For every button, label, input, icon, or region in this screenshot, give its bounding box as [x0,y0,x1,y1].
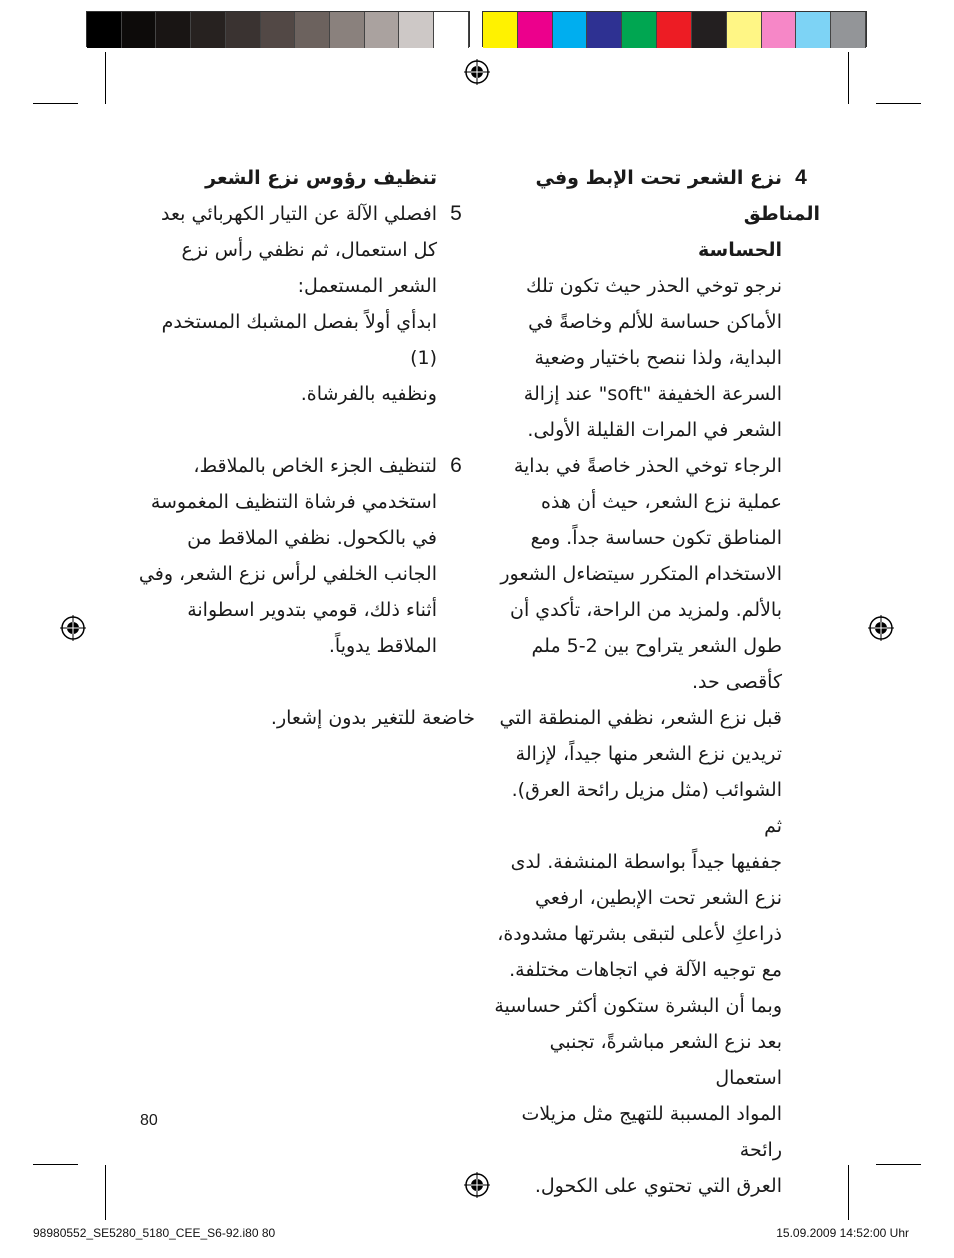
paragraph-line: نزع الشعر تحت الإبطين، ارفعي [535,887,782,909]
spacer [130,412,475,448]
crop-mark [876,103,921,104]
color-swatch [122,12,157,48]
color-swatch [657,12,692,48]
paragraph-line: طول الشعر يتراوح بين 2-5 ملم [531,635,782,657]
section-5-line: ونظفيه بالفرشاة. [300,383,437,405]
paragraph-line: بعد نزع الشعر مباشرةً، تجنبي استعمال [549,1031,782,1089]
page-number: 80 [140,1112,158,1129]
paragraph-line: الشعر في المرات القليلة الأولى. [527,419,782,441]
crop-mark [33,1164,78,1165]
crop-mark [105,52,106,104]
paragraph-line: الشوائب (مثل مزيل رائحة العرق). ثم [511,779,782,837]
color-swatch [727,12,762,48]
color-swatch [399,12,434,48]
section-5-line: ابدأي أولاً بفصل المشبك المستخدم (1) [161,311,437,369]
color-swatch [330,12,365,48]
crop-mark [33,103,78,104]
color-swatch [483,12,518,48]
change-notice: خاضعة للتغير بدون إشعار. [270,707,475,729]
color-swatch [226,12,261,48]
paragraph-line: العرق التي تحتوي على الكحول. [534,1175,782,1197]
paragraph-line: كأقصى حد. [691,671,782,693]
section-4-heading-line: الحساسة [697,239,782,261]
section-6-line: 6لتنظيف الجزء الخاص بالملاقط، [130,448,475,484]
color-swatch [553,12,588,48]
paragraph-line: الرجاء توخي الحذر خاصةً في بداية [513,455,782,477]
crop-mark [876,1164,921,1165]
color-swatch [587,12,622,48]
paragraph-line: الأماكن حساسة للألم وخاصةً في [528,311,782,333]
paragraph-line: مع توجيه الآلة في اتجاهات مختلفة. [509,959,782,981]
color-swatch [434,12,469,48]
section-5-number: 5 [450,202,462,225]
section-6-line: أثناء ذلك، قومي بتدوير اسطوانة [187,599,437,621]
right-text-column [490,160,820,1204]
section-6-number: 6 [450,454,462,477]
color-swatch [692,12,727,48]
registration-mark-icon [464,59,490,85]
registration-mark-icon [60,615,86,641]
grayscale-color-bar [86,11,470,47]
paragraph-line: بالألم. ولمزيد من الراحة، تأكدي أن [509,599,782,621]
cleaning-heading: تنظيف رؤوس نزع الشعر [205,167,437,189]
section-4-heading-line: 4نزع الشعر تحت الإبط وفي المناطق [490,160,820,232]
registration-mark-icon [464,1172,490,1198]
paragraph-line: جففيها جيداً بواسطة المنشفة. لدى [510,851,782,873]
paragraph-line: السرعة الخفيفة "soft" عند إزالة [523,383,782,405]
paragraph-line: الاستخدام المتكرر سيتضاءل الشعور [500,563,782,585]
crop-mark [848,1165,849,1220]
paragraph-line: المناطق تكون حساسة جداً. ومع [530,527,782,549]
spacer [130,664,475,700]
section-6-line: في بالكحول. نظفي الملاقط من [187,527,437,549]
color-swatch [622,12,657,48]
color-swatch [295,12,330,48]
crop-mark [105,1165,106,1220]
paragraph-line: عملية نزع الشعر، حيث أن هذه [541,491,782,513]
process-color-bar [482,11,867,47]
section-5-line: الشعر المستعمل: [297,275,437,297]
color-swatch [365,12,400,48]
section-4-number: 4 [795,166,807,189]
color-swatch [796,12,831,48]
paragraph-line: تريدين نزع الشعر منها جيداً، لإزالة [515,743,782,765]
paragraph-line: المواد المسببة للتهيج مثل مزيلات رائحة [521,1103,782,1161]
color-swatch [191,12,226,48]
footer-timestamp: 15.09.2009 14:52:00 Uhr [776,1226,909,1240]
left-text-column [130,160,475,736]
section-6-line: الملاقط يدوياً. [328,635,437,657]
paragraph-line: البداية، ولذا ننصح باختيار وضعية [534,347,782,369]
footer-file-info: 98980552_SE5280_5180_CEE_S6-92.i80 80 [33,1226,276,1240]
color-swatch [156,12,191,48]
color-swatch [762,12,797,48]
crop-mark [848,52,849,104]
color-swatch [261,12,296,48]
paragraph-line: قبل نزع الشعر، نظفي المنطقة التي [499,707,782,729]
paragraph-line: ذراعكِ لأعلى لتبقى بشرتها مشدودة، [497,923,782,945]
section-5-line: كل استعمال، ثم نظفي رأس نزع [181,239,437,261]
color-swatch [518,12,553,48]
section-6-line: استخدمي فرشاة التنظيف المغموسة [150,491,437,513]
color-swatch [87,12,122,48]
section-6-line: الجانب الخلفي لرأس نزع الشعر، وفي [138,563,437,585]
paragraph-line: وبما أن البشرة ستكون أكثر حساسية [494,995,782,1017]
section-5-line: 5افصلي الآلة عن التيار الكهربائي بعد [130,196,475,232]
registration-mark-icon [868,615,894,641]
paragraph-line: نرجو توخي الحذر حيث تكون تلك [526,275,782,297]
color-swatch [831,12,866,48]
